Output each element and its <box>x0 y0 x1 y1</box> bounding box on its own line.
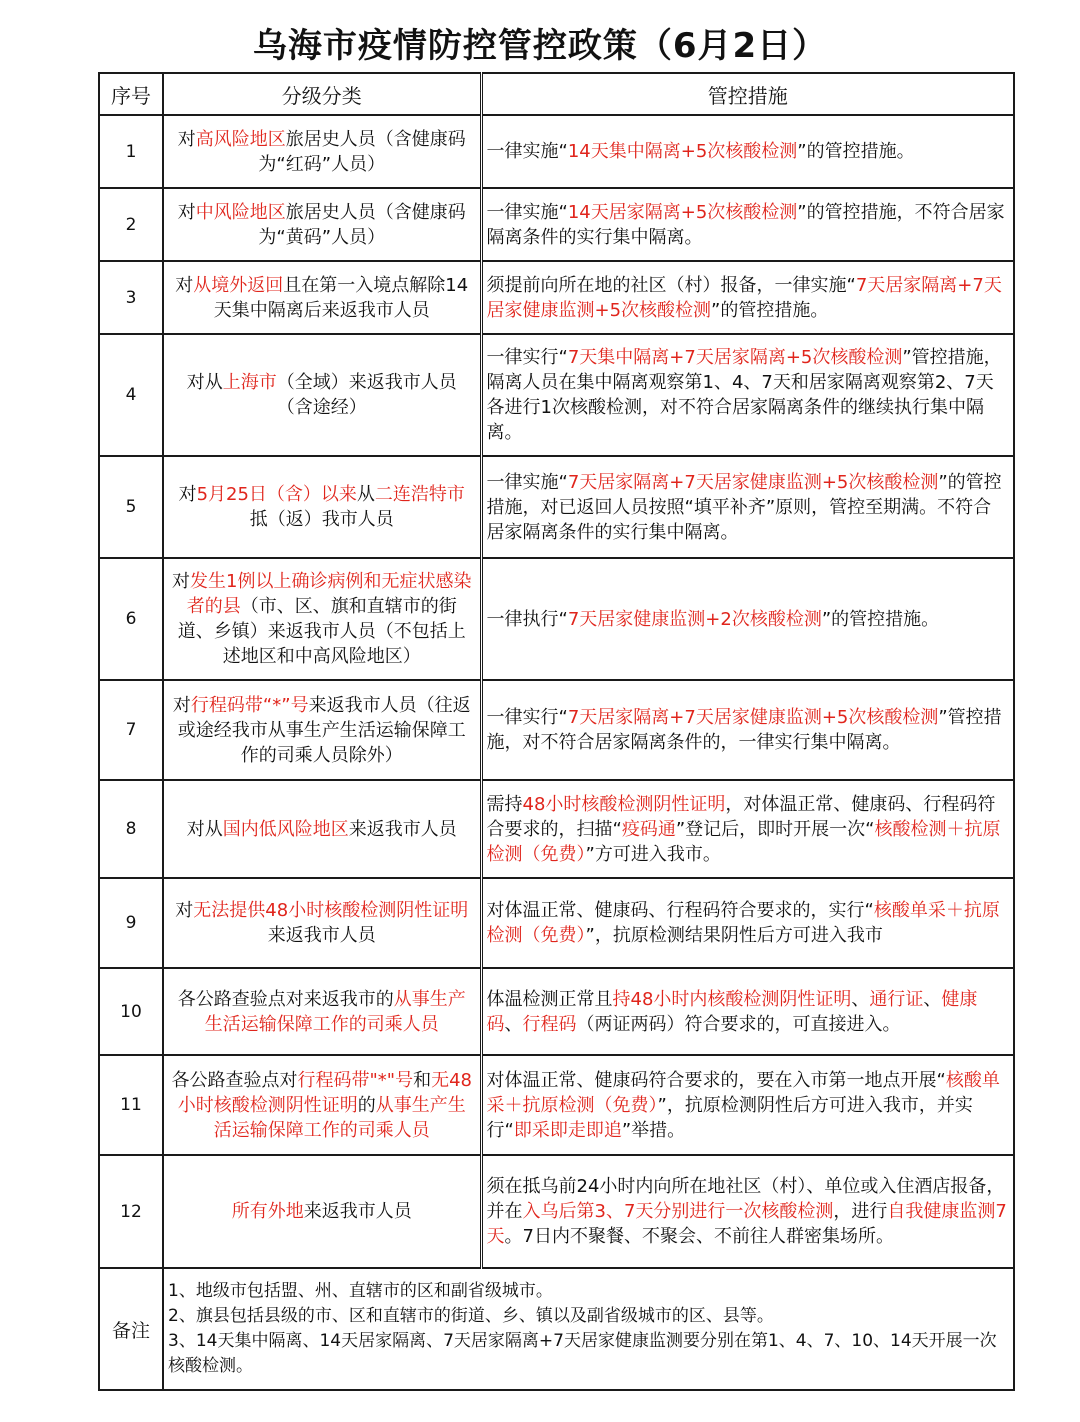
text-segment: ，进行 <box>833 1201 888 1222</box>
highlight-text: 无48小时核酸检测阴性证明 <box>177 1069 472 1116</box>
row-measures <box>481 456 1014 558</box>
highlight-text: 持48小时内核酸检测阴性证明 <box>612 988 852 1010</box>
highlight-text: 5月25日（含）以来 <box>196 484 357 505</box>
row-measures <box>481 780 1014 878</box>
highlight-text: 7天居家隔离+7天居家健康监测+5次核酸检测 <box>486 274 1002 321</box>
highlight-text: 行程码带"*"号 <box>297 1069 414 1091</box>
text-segment: 一律实行“ <box>486 347 568 368</box>
text-segment: 、 <box>851 988 870 1010</box>
row-category <box>163 1055 481 1155</box>
highlight-text: 7天居家隔离+7天居家健康监测+5次核酸检测 <box>567 471 939 493</box>
text-segment: ”方可进入我市。 <box>585 843 721 865</box>
text-segment: 来返我市人员 <box>303 1201 412 1222</box>
text-segment: （全域）来返我市人员（含途经） <box>276 372 457 418</box>
text-segment: ”的管控措施，对已返回人员按照“填平补齐”原则，管控至期满。不符合居家隔离条件的实行集中隔离。 <box>486 471 1002 543</box>
row-category <box>163 456 481 558</box>
table-header-row <box>99 73 1014 115</box>
table-row <box>99 968 1014 1055</box>
text-segment: 对体温正常、健康码、行程码符合要求的，实行“ <box>486 900 874 921</box>
row-measures <box>481 1155 1014 1268</box>
text-segment: （市、区、旗和直辖市的街道、乡镇）来返我市人员（不包括上述地区和中高风险地区） <box>177 596 466 667</box>
row-measures <box>481 115 1014 188</box>
text-segment: 对 <box>172 694 191 716</box>
header-no: 序号 <box>99 73 163 115</box>
table-row <box>99 334 1014 456</box>
row-category <box>163 968 481 1055</box>
note-item: 2、旗县包括县级的市、区和直辖市的街道、乡、镇以及副省级城市的区、县等。 <box>168 1306 774 1326</box>
text-segment: 的 <box>357 1094 376 1116</box>
text-segment: 和 <box>413 1069 432 1091</box>
text-segment: 一律实施“ <box>486 201 568 223</box>
table-row <box>99 780 1014 878</box>
text-segment: 各公路查验点对来返我市的 <box>177 988 394 1010</box>
highlight-text: 48小时核酸检测阴性证明 <box>522 793 726 815</box>
highlight-text: 即采即走即追 <box>513 1119 622 1141</box>
highlight-text: 上海市 <box>222 372 277 393</box>
highlight-text: 7天集中隔离+7天居家隔离+5次核酸检测 <box>567 347 903 368</box>
text-segment: 一律实行“ <box>486 707 568 728</box>
note-item: 1、地级市包括盟、州、直辖市的区和副省级城市。 <box>168 1281 553 1301</box>
highlight-text: 自我健康监测7天 <box>486 1201 1007 1247</box>
text-segment: 对 <box>178 484 197 505</box>
highlight-text: 从事生产生活运输保障工作的司乘人员 <box>213 1094 466 1141</box>
table-row <box>99 261 1014 334</box>
table-row <box>99 558 1014 680</box>
text-segment: 、 <box>504 1013 523 1035</box>
row-category <box>163 261 481 334</box>
text-segment: 一律实施“ <box>486 141 568 162</box>
highlight-text: 无法提供48小时核酸检测阴性证明 <box>193 900 469 921</box>
text-segment: 对 <box>175 274 194 296</box>
table-row <box>99 1155 1014 1268</box>
text-segment: 。7日内不聚餐、不聚会、不前往人群密集场所。 <box>504 1226 894 1247</box>
text-segment: 须在抵乌前24小时内向所在地社区（村）、单位或入住酒店报备，并在 <box>486 1176 1005 1222</box>
highlight-text: 7天居家健康监测+2次核酸检测 <box>567 608 822 630</box>
row-number: 2 <box>99 188 163 261</box>
row-category <box>163 558 481 680</box>
row-measures <box>481 188 1014 261</box>
row-measures <box>481 878 1014 968</box>
row-measures <box>481 968 1014 1055</box>
text-segment: 一律执行“ <box>486 608 568 630</box>
row-category <box>163 680 481 780</box>
text-segment: 抵（返）我市人员 <box>249 509 394 530</box>
row-measures <box>481 261 1014 334</box>
row-category <box>163 188 481 261</box>
text-segment: ”的管控措施。 <box>797 141 915 162</box>
notes-row <box>99 1268 1014 1390</box>
row-measures <box>481 558 1014 680</box>
highlight-text: 14天集中隔离+5次核酸检测 <box>567 141 798 162</box>
text-segment: 对从 <box>186 818 223 840</box>
row-category <box>163 1155 481 1268</box>
highlight-text: 入乌后第3、7天分别进行一次核酸检测 <box>522 1201 834 1222</box>
highlight-text: 疫码通 <box>621 818 676 840</box>
text-segment: 从 <box>356 484 375 505</box>
highlight-text: 从境外返回 <box>193 274 284 296</box>
text-segment: 须提前向所在地的社区（村）报备，一律实施“ <box>486 274 856 296</box>
row-number: 7 <box>99 680 163 780</box>
text-segment: ”管控措施，对不符合居家隔离条件的，一律实行集中隔离。 <box>486 707 1002 753</box>
text-segment: 对 <box>177 128 196 150</box>
text-segment: 且在第一入境点解除14天集中隔离后来返我市人员 <box>213 274 469 321</box>
highlight-text: 健康码 <box>486 988 978 1035</box>
row-number: 5 <box>99 456 163 558</box>
text-segment: 对 <box>177 201 196 223</box>
text-segment: ”，抗原检测阴性后方可进入我市，并实行“ <box>486 1094 973 1141</box>
row-category <box>163 334 481 456</box>
text-segment: （两证两码）符合要求的，可直接进入。 <box>576 1013 901 1035</box>
text-segment: 体温检测正常且 <box>486 988 613 1010</box>
table-row <box>99 1055 1014 1155</box>
table-row <box>99 115 1014 188</box>
highlight-text: 核酸单采＋抗原检测（免费） <box>486 1069 1000 1116</box>
text-segment: 需持 <box>486 793 523 815</box>
text-segment: 各公路查验点对 <box>171 1069 298 1091</box>
text-segment: 旅居史人员（含健康码为“红码”人员） <box>258 128 466 175</box>
text-segment: ”的管控措施，不符合居家隔离条件的实行集中隔离。 <box>486 201 1005 248</box>
header-measures: 管控措施 <box>481 73 1014 115</box>
text-segment: 对体温正常、健康码符合要求的，要在入市第一地点开展“ <box>486 1069 946 1091</box>
highlight-text: 核酸单采＋抗原检测（免费） <box>486 900 1000 946</box>
row-measures <box>481 334 1014 456</box>
text-segment: ”，抗原检测结果阴性后方可进入我市 <box>585 925 883 946</box>
row-number: 12 <box>99 1155 163 1268</box>
text-segment: ，对体温正常、健康码、行程码符合要求的，扫描“ <box>486 793 996 840</box>
text-segment: 对 <box>172 571 191 592</box>
text-segment: ”登记后，即时开展一次“ <box>675 818 875 840</box>
table-row <box>99 456 1014 558</box>
highlight-text: 行程码 <box>522 1013 577 1035</box>
row-category <box>163 115 481 188</box>
policy-table <box>98 72 1015 1391</box>
table-row <box>99 680 1014 780</box>
highlight-text: 发生1例以上确诊病例和无症状感染者的县 <box>186 571 472 617</box>
table-row <box>99 188 1014 261</box>
highlight-text: 二连浩特市 <box>374 484 465 505</box>
row-number: 6 <box>99 558 163 680</box>
header-category: 分级分类 <box>163 73 481 115</box>
row-number: 10 <box>99 968 163 1055</box>
row-measures <box>481 1055 1014 1155</box>
row-number: 1 <box>99 115 163 188</box>
highlight-text: 14天居家隔离+5次核酸检测 <box>567 201 798 223</box>
text-segment: ”的管控措施。 <box>821 608 940 630</box>
row-number: 3 <box>99 261 163 334</box>
text-segment: 来返我市人员 <box>267 925 376 946</box>
row-measures <box>481 680 1014 780</box>
row-number: 11 <box>99 1055 163 1155</box>
text-segment: 、 <box>923 988 942 1010</box>
highlight-text: 行程码带“*”号 <box>190 694 309 716</box>
notes-content <box>163 1268 1014 1390</box>
note-item: 3、14天集中隔离、14天居家隔离、7天居家隔离+7天居家健康监测要分别在第1、4、7、10、14天开展一次核酸检测。 <box>168 1331 997 1376</box>
page-title: 乌海市疫情防控管控政策（6月2日） <box>252 26 828 66</box>
text-segment: ”举措。 <box>621 1119 686 1141</box>
text-segment: 来返我市人员（往返或途经我市从事生产生活运输保障工作的司乘人员除外） <box>177 694 471 766</box>
text-segment: ”管控措施，隔离人员在集中隔离观察第1、4、7天和居家隔离观察第2、7天各进行1次核酸检测，对不符合居家隔离条件的继续执行集中隔离。 <box>486 347 1002 443</box>
text-segment: 对 <box>175 900 194 921</box>
row-number: 9 <box>99 878 163 968</box>
text-segment: 一律实施“ <box>486 471 568 493</box>
text-segment: 来返我市人员 <box>348 818 457 840</box>
table-row <box>99 878 1014 968</box>
highlight-text: 高风险地区 <box>195 128 286 150</box>
highlight-text: 核酸检测＋抗原检测（免费） <box>486 818 1001 865</box>
highlight-text: 所有外地 <box>231 1201 304 1222</box>
text-segment: 旅居史人员（含健康码为“黄码”人员） <box>258 201 466 248</box>
notes-label: 备注 <box>99 1268 163 1390</box>
highlight-text: 从事生产生活运输保障工作的司乘人员 <box>204 988 466 1035</box>
highlight-text: 7天居家隔离+7天居家健康监测+5次核酸检测 <box>567 707 939 728</box>
row-category <box>163 878 481 968</box>
highlight-text: 中风险地区 <box>195 201 286 223</box>
row-category <box>163 780 481 878</box>
highlight-text: 通行证 <box>869 988 924 1010</box>
text-segment: 对从 <box>186 372 223 393</box>
row-number: 8 <box>99 780 163 878</box>
row-number: 4 <box>99 334 163 456</box>
highlight-text: 国内低风险地区 <box>222 818 349 840</box>
text-segment: ”的管控措施。 <box>711 299 829 321</box>
